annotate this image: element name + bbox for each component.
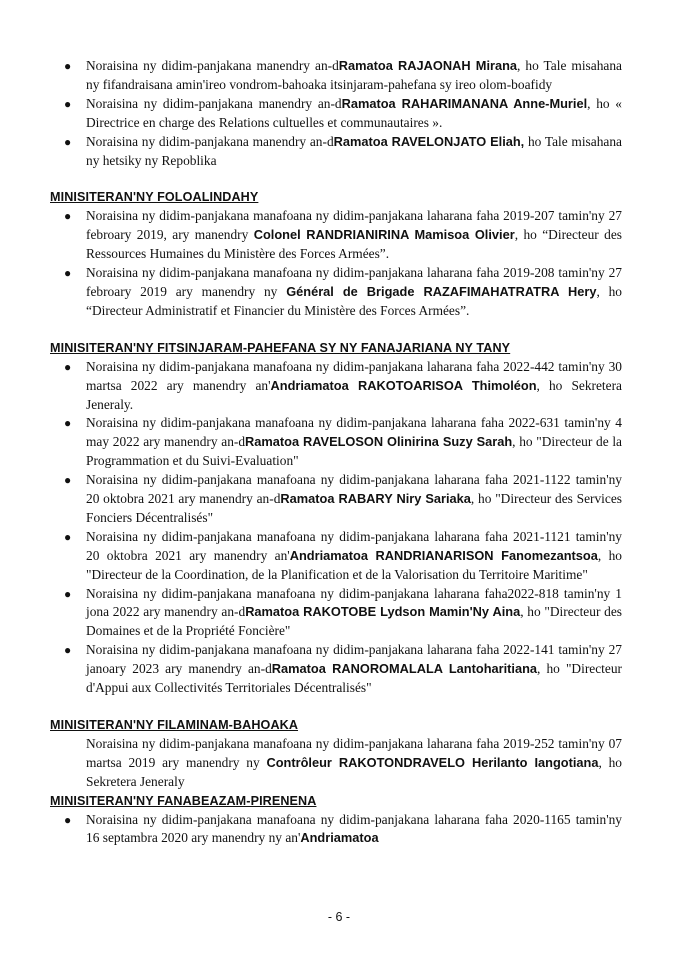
bullet-icon: ● [64, 416, 72, 431]
appointee-name: Andriamatoa RAKOTOARISOA Thimoléon [270, 377, 537, 393]
bullet-icon: ● [64, 359, 72, 374]
section-heading: MINISITERAN'NY FITSINJARAM-PAHEFANA SY NY FANAJARIANA NY TANY [50, 340, 511, 355]
list-item: ● Noraisina ny didim-panjakana manafoana ny didim-panjakana laharana faha 2022-141 tamin'ny 27 janoary 2023 ary manendry an-dRamatoa RANOROMALALA Lantoharitiana, ho "Directeur d'Appui aux Collectivités Territoriales Décentralisés" [64, 642, 622, 696]
bullet-icon: ● [64, 209, 72, 224]
bullet-icon: ● [64, 473, 72, 488]
list-item: ● Noraisina ny didim-panjakana manafoana ny didim-panjakana laharana faha 2019-208 tamin'ny 27 febroary 2019 ary manendry ny Général de Brigade RAZAFIMAHATRATRA Hery, ho “Directeur Administratif et Financier du Ministère des Forces Armées”. [64, 265, 622, 318]
section-heading: MINISITERAN'NY FANABEAZAM-PIRENENA [50, 793, 317, 808]
decree-paragraph: Noraisina ny didim-panjakana manafoana ny didim-panjakana laharana faha 2019-252 tamin'ny 07 martsa 2019 ary manendry ny Contrôleur RAKOTONDRAVELO Herilanto Iangotiana, ho Sekretera Jeneraly [86, 735, 622, 789]
bullet-icon: ● [64, 586, 72, 601]
bullet-icon: ● [64, 96, 72, 111]
list-item: ● Noraisina ny didim-panjakana manendry an-dRamatoa RAVELONJATO Eliah, ho Tale misahana ny hetsiky ny Repoblika [64, 133, 622, 168]
appointee-name: Ramatoa RAVELOSON Olinirina Suzy Sarah [245, 434, 513, 450]
appointee-name: Ramatoa RANOROMALALA Lantoharitiana [271, 661, 538, 677]
list-item: ● Noraisina ny didim-panjakana manafoana ny didim-panjakana laharana faha 2022-631 tamin'ny 4 may 2022 ary manendry an-dRamatoa RAVELOSON Olinirina Suzy Sarah, ho "Directeur de la Programmation et du Suivi-Evaluation" [64, 415, 622, 469]
list-item: ● Noraisina ny didim-panjakana manendry an-dRamatoa RAHARIMANANA Anne-Muriel, ho « Directrice en charge des Relations cultuelles et communautaires ». [64, 95, 622, 130]
decree-list [50, 358, 622, 698]
list-item: ● Noraisina ny didim-panjakana manafoana ny didim-panjakana laharana faha 2021-1121 tamin'ny 20 oktobra 2021 ary manendry an'Andriamatoa RANDRIANARISON Fanomezantsoa, ho "Directeur de la Coordination, de la Planification et de la Valorisation du Territoire Maritime" [64, 528, 622, 582]
section-heading: MINISITERAN'NY FILAMINAM-BAHOAKA [50, 718, 299, 732]
list-item: ● Noraisina ny didim-panjakana manafoana ny didim-panjakana laharana faha 2022-442 tamin'ny 30 martsa 2022 ary manendry an'Andriamatoa RAKOTOARISOA Thimoléon, ho Sekretera Jeneraly. [64, 358, 622, 412]
appointee-name: Ramatoa RABARY Niry Sariaka [280, 491, 471, 507]
section-heading: MINISITERAN'NY FOLOALINDAHY [50, 190, 259, 205]
document-body [50, 57, 622, 848]
top-decree-list [50, 57, 622, 170]
list-item: ● Noraisina ny didim-panjakana manendry an-dRamatoa RAJAONAH Mirana, ho Tale misahana ny fifandraisana amin'ireo vondrom-bahoaka itsinjaram-pahefana sy ireo olom-boafidy [64, 58, 622, 92]
appointee-name: Ramatoa RAVELONJATO Eliah, [333, 133, 525, 149]
bullet-icon: ● [64, 266, 72, 281]
appointee-name: Général de Brigade RAZAFIMAHATRATRA Hery [286, 283, 597, 299]
decree-list [50, 811, 622, 849]
appointee-name: Andriamatoa [300, 830, 379, 846]
appointee-name: Andriamatoa RANDRIANARISON Fanomezantsoa [289, 547, 598, 563]
appointee-name: Ramatoa RAHARIMANANA Anne-Muriel [341, 95, 588, 111]
appointee-name: Ramatoa RAKOTOBE Lydson Mamin'Ny Aina [245, 604, 521, 620]
bullet-icon: ● [64, 529, 72, 544]
bullet-icon: ● [64, 812, 72, 827]
bullet-icon: ● [64, 134, 72, 149]
list-item: ● Noraisina ny didim-panjakana manafoana ny didim-panjakana laharana faha 2019-207 tamin'ny 27 febroary 2019, ary manendry Colonel RANDRIANIRINA Mamisoa Olivier, ho “Directeur des Ressources Humaines du Ministère des Forces Armées”. [64, 208, 622, 262]
appointee-name: Ramatoa RAJAONAH Mirana [338, 58, 518, 73]
list-item: ● Noraisina ny didim-panjakana manafoana ny didim-panjakana laharana faha 2020-1165 tamin'ny 16 septambra 2020 ary manendry ny an'Andriamatoa [64, 811, 622, 846]
bullet-icon: ● [64, 643, 72, 658]
bullet-icon: ● [64, 59, 72, 73]
appointee-name: Contrôleur RAKOTONDRAVELO Herilanto Iangotiana [266, 754, 599, 770]
list-item: ● Noraisina ny didim-panjakana manafoana ny didim-panjakana laharana faha 2021-1122 tamin'ny 20 oktobra 2021 ary manendry an-dRamatoa RABARY Niry Sariaka, ho "Directeur des Services Fonciers Décentralisés" [64, 472, 622, 525]
decree-list [50, 207, 622, 320]
list-item: ● Noraisina ny didim-panjakana manafoana ny didim-panjakana laharana faha2022-818 tamin'ny 1 jona 2022 ary manendry an-dRamatoa RAKOTOBE Lydson Mamin'Ny Aina, ho "Directeur des Domaines et de la Propriété Foncière" [64, 585, 622, 639]
appointee-name: Colonel RANDRIANIRINA Mamisoa Olivier [253, 227, 515, 243]
page-number: - 6 - [327, 910, 351, 924]
